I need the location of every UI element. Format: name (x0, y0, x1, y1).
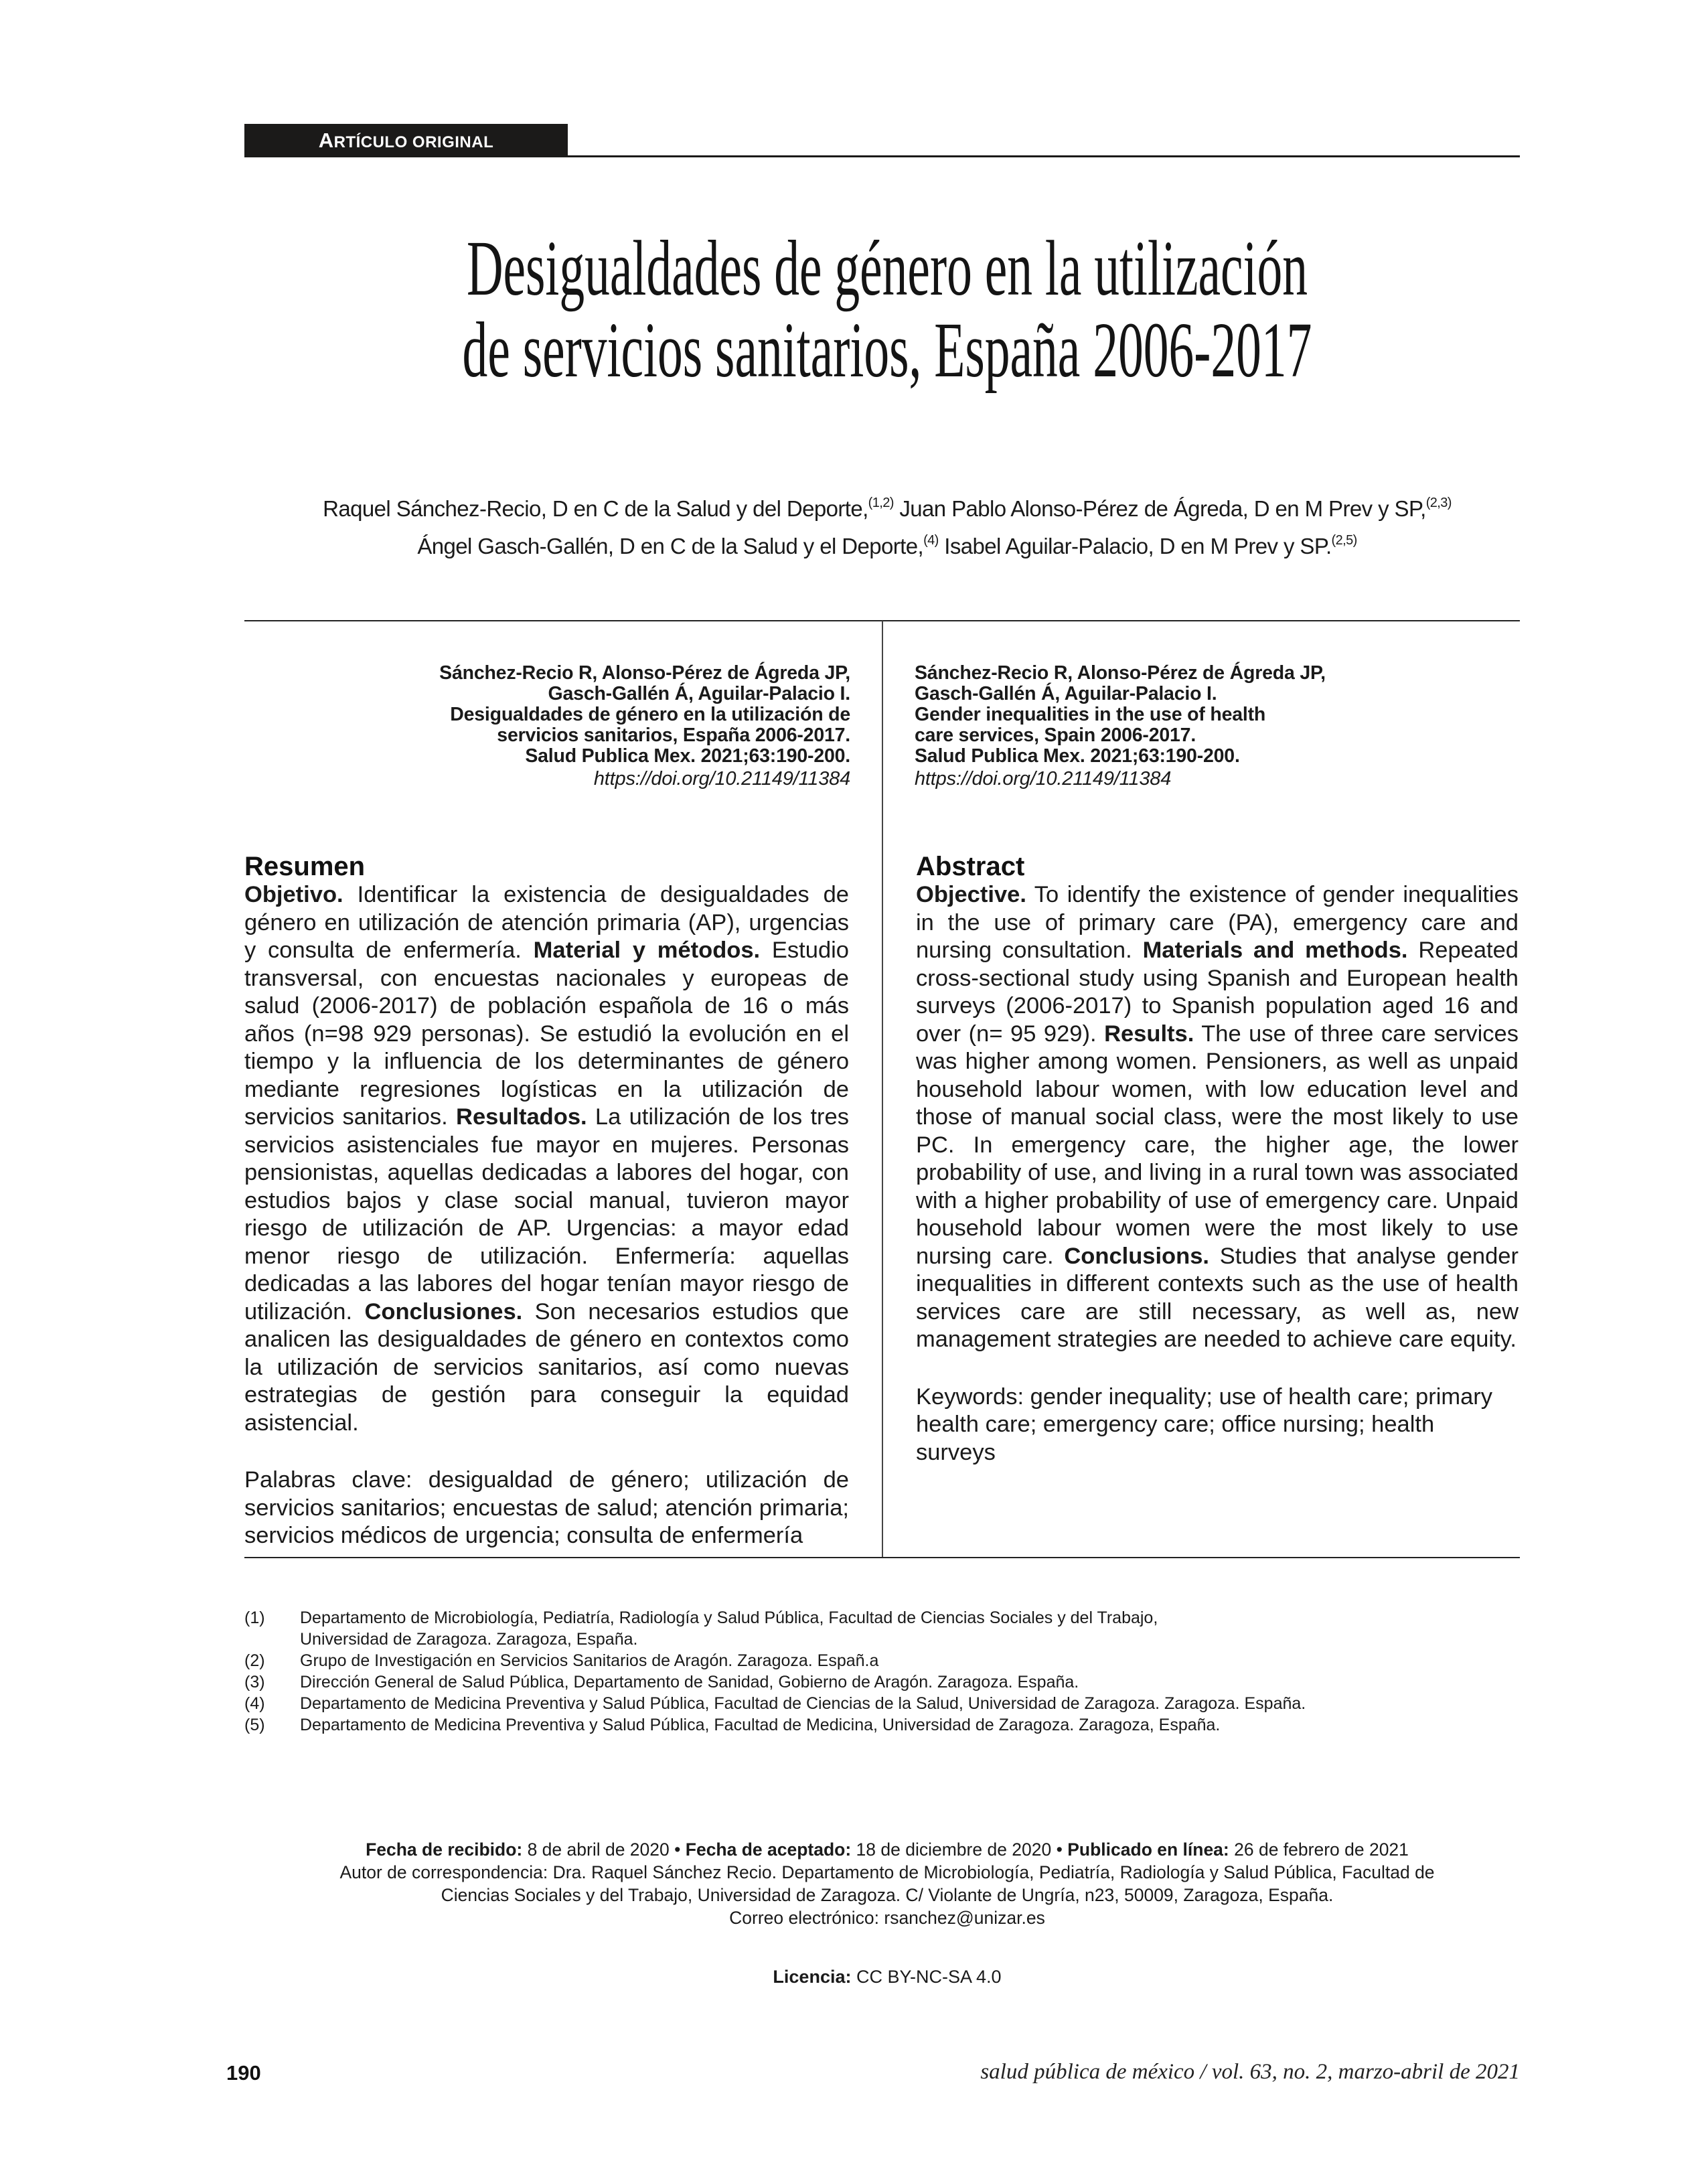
correspondence-email[interactable]: Correo electrónico: rsanchez@unizar.es (729, 1908, 1045, 1928)
resumen-body (244, 881, 849, 1437)
affiliation-item (244, 1650, 1517, 1671)
citation-line: Gasch-Gallén Á, Aguilar-Palacio I. (915, 683, 1217, 704)
results-label: Results. (1104, 1021, 1194, 1047)
abstract-heading: Abstract (916, 852, 1025, 881)
affiliation-item (244, 1693, 1517, 1714)
page-number: 190 (226, 2061, 261, 2085)
citation-line: Gender inequalities in the use of health (915, 704, 1266, 725)
article-title (461, 224, 1314, 394)
license-info (221, 1967, 1553, 1987)
affiliation-text: Dirección General de Salud Pública, Departamento de Sanidad, Gobierno de Aragón. Zaragoza. España. (300, 1673, 1079, 1691)
author-name: Isabel Aguilar-Palacio, D en M Prev y SP. (944, 534, 1332, 558)
author-name: Juan Pablo Alonso-Pérez de Ágreda, D en M Prev y SP, (899, 496, 1426, 521)
abstract-column (916, 852, 1519, 1466)
conclusions-text: Studies that analyse gender inequalities in different contexts such as the use of health services care are still necessary, as well as, new management strategies are needed to achieve care equity. (916, 1243, 1519, 1352)
metodos-label: Material y métodos. (533, 937, 761, 963)
results-text: The use of three care services was higher among women. Pensioners, as well as unpaid household labour women, with low education level and those of manual social class, were the most likely to use PC. In emergency care, the higher age, the lower probability of use, and living in a rural town was associated with a higher probability of use of emergency care. Unpaid household labour women were the most likely to use nursing care. (916, 1021, 1519, 1269)
section-label-band (244, 124, 568, 156)
affiliation-number: (4) (244, 1694, 265, 1713)
objective-label: Objective. (916, 882, 1026, 907)
citation-line: Sánchez-Recio R, Alonso-Pérez de Ágreda JP, (915, 662, 1326, 684)
published-label: Publicado en línea: (1067, 1839, 1229, 1860)
objetivo-text: Identificar la existencia de desigualdades de género en utilización de atención primaria (AP), urgencias y consulta de enfermería. (244, 882, 849, 963)
palabras-clave: Palabras clave: desigualdad de género; utilización de servicios sanitarios; encuestas de salud; atención primaria; servicios médicos de urgencia; consulta de enfermería (244, 1467, 849, 1548)
objetivo-label: Objetivo. (244, 882, 343, 907)
resultados-label: Resultados. (456, 1104, 587, 1130)
resultados-text: La utilización de los tres servicios asistenciales fue mayor en mujeres. Personas pensionistas, aquellas dedicadas a labores del hogar, con estudios bajos y clase social manual, tuvieron mayor riesgo de utilización de AP. Urgencias: a mayor edad menor riesgo de utilización. Enfermería: aquellas dedicadas a las labores del hogar tenían mayor riesgo de utilización. (244, 1104, 849, 1325)
metodos-text: Estudio transversal, con encuestas nacionales y europeas de salud (2006-2017) de población española de 16 o más años (n=98 929 personas). Se estudió la evolución en el tiempo y la influencia de los determinantes de género mediante regresiones logísticas en la utilización de servicios sanitarios. (244, 937, 849, 1130)
accepted-label: Fecha de aceptado: (685, 1839, 852, 1860)
affiliations-list (244, 1607, 1517, 1736)
methods-text: Repeated cross-sectional study using Spanish and European health surveys (2006-2017) to Spanish population aged 16 and over (n= 95 929). (916, 937, 1519, 1047)
affiliation-text: Departamento de Medicina Preventiva y Salud Pública, Facultad de Medicina, Universidad de Zaragoza. Zaragoza, España. (300, 1716, 1221, 1734)
objective-text: To identify the existence of gender inequalities in the use of primary care (PA), emergency care and nursing consultation. (916, 882, 1519, 963)
abstract-bottom-rule (244, 1557, 1520, 1558)
citation-spanish (315, 663, 850, 789)
citation-line: Salud Publica Mex. 2021;63:190-200. (915, 745, 1240, 767)
author-list (221, 490, 1553, 565)
published-date: 26 de febrero de 2021 (1229, 1839, 1409, 1860)
publication-info (221, 1838, 1553, 1929)
author-affiliation-ref: (1,2) (868, 496, 894, 510)
author-line-1 (221, 490, 1553, 528)
doi-link[interactable]: https://doi.org/10.21149/11384 (593, 768, 850, 789)
resumen-heading: Resumen (244, 852, 366, 881)
keywords: Keywords: gender inequality; use of health care; primary health care; emergency care; office nursing; health surveys (916, 1383, 1493, 1465)
abstract-body (916, 881, 1519, 1354)
affiliation-item (244, 1714, 1517, 1736)
citation-line: Gasch-Gallén Á, Aguilar-Palacio I. (548, 683, 850, 704)
author-line-2 (221, 528, 1553, 565)
citation-line: care services, Spain 2006-2017. (915, 725, 1196, 746)
conclusiones-text: Son necesarios estudios que analicen las desigualdades de género en contextos como la utilización de servicios sanitarios, así como nuevas estrategias de gestión para conseguir la equidad asistencial. (244, 1298, 849, 1436)
received-label: Fecha de recibido: (366, 1839, 523, 1860)
conclusiones-label: Conclusiones. (364, 1298, 523, 1325)
received-date: 8 de abril de 2020 • (522, 1839, 686, 1860)
correspondence-line: Autor de correspondencia: Dra. Raquel Sánchez Recio. Departamento de Microbiología, Pediatría, Radiología y Salud Pública, Facultad de (339, 1862, 1435, 1882)
title-line-1: Desigualdades de género en la utilización (466, 224, 1308, 312)
license-value: CC BY-NC-SA 4.0 (851, 1967, 1002, 1987)
affiliation-text (300, 1607, 1517, 1650)
author-affiliation-ref: (2,5) (1331, 533, 1357, 548)
journal-footer: salud pública de méxico / vol. 63, no. 2, marzo-abril de 2021 (980, 2060, 1520, 2084)
citation-line: Sánchez-Recio R, Alonso-Pérez de Ágreda JP, (439, 662, 850, 684)
conclusions-label: Conclusions. (1064, 1243, 1209, 1269)
citation-line: Desigualdades de género en la utilización de (450, 704, 850, 725)
doi-link[interactable]: https://doi.org/10.21149/11384 (915, 768, 1172, 789)
license-label: Licencia: (773, 1967, 852, 1987)
header-rule (244, 155, 1520, 157)
author-affiliation-ref: (2,3) (1425, 496, 1452, 510)
citation-line: servicios sanitarios, España 2006-2017. (497, 725, 850, 746)
accepted-date: 18 de diciembre de 2020 • (851, 1839, 1068, 1860)
affiliation-number: (3) (244, 1673, 265, 1691)
affiliation-item (244, 1671, 1517, 1693)
citation-line: Salud Publica Mex. 2021;63:190-200. (525, 745, 850, 767)
methods-label: Materials and methods. (1142, 937, 1408, 963)
affiliation-text-line: Universidad de Zaragoza. Zaragoza, España. (300, 1630, 638, 1649)
author-affiliation-ref: (4) (923, 533, 939, 548)
affiliation-number: (2) (244, 1651, 265, 1670)
column-divider (882, 621, 883, 1558)
author-name: Ángel Gasch-Gallén, D en C de la Salud y el Deporte, (417, 534, 924, 558)
resumen-column (244, 852, 849, 1550)
affiliation-number: (1) (244, 1608, 265, 1627)
author-name: Raquel Sánchez-Recio, D en C de la Salud y del Deporte, (323, 496, 868, 521)
citation-english (915, 663, 1464, 789)
publication-dates (221, 1838, 1553, 1861)
section-label: ARTÍCULO ORIGINAL (318, 129, 494, 152)
title-line-2: de servicios sanitarios, España 2006-2017 (462, 306, 1312, 394)
affiliation-text: Grupo de Investigación en Servicios Sanitarios de Aragón. Zaragoza. Españ.a (300, 1651, 879, 1670)
affiliation-text: Departamento de Medicina Preventiva y Salud Pública, Facultad de Ciencias de la Salud, Universidad de Zaragoza. Zaragoza. España. (300, 1694, 1306, 1713)
affiliation-number: (5) (244, 1716, 265, 1734)
affiliation-text-line: Departamento de Microbiología, Pediatría, Radiología y Salud Pública, Facultad de Ciencias Sociales y del Trabajo, (300, 1608, 1158, 1627)
affiliation-item (244, 1607, 1517, 1650)
correspondence-line: Ciencias Sociales y del Trabajo, Universidad de Zaragoza. C/ Violante de Ungría, n23, 50009, Zaragoza, España. (441, 1885, 1334, 1905)
